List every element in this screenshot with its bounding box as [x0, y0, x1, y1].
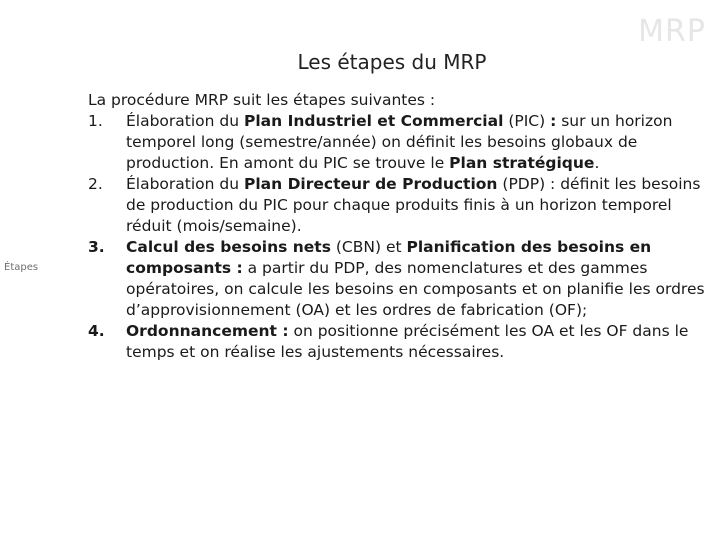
step-text: .	[594, 154, 600, 172]
step-text: sur un horizon temporel long (semestre/année) on définit les besoins globaux de production. En amont du PIC se trouve le	[126, 112, 673, 172]
step-text: (CBN) et	[330, 238, 407, 256]
step-item-1	[88, 111, 706, 174]
step-emphasis: Plan stratégique	[449, 154, 595, 172]
step-emphasis: :	[550, 112, 557, 130]
step-text: Élaboration du	[126, 112, 244, 130]
step-emphasis: Calcul des besoins nets	[126, 238, 331, 256]
step-text: on positionne précisément les OA et les OF dans le temps et on réalise les ajustements nécessaires.	[126, 322, 689, 361]
step-emphasis: Ordonnancement :	[126, 322, 289, 340]
steps-list	[88, 111, 706, 363]
intro-text: La procédure MRP suit les étapes suivantes :	[88, 91, 436, 109]
step-item-3	[88, 237, 706, 321]
step-text: (PDP) : définit les besoins de production du PIC pour chaque produits finis à un horizon temporel réduit (mois/semaine).	[126, 175, 701, 235]
step-number: 2.	[88, 175, 103, 193]
slide-body	[88, 90, 706, 363]
logo-watermark: MRP	[638, 14, 706, 49]
step-text: a partir du PDP, des nomenclatures et des gammes opératoires, on calcule les besoins en composants et on planifie les ordres d’approvisionnement (OA) et les ordres de fabrication (OF);	[126, 259, 705, 319]
section-label: Étapes	[4, 262, 39, 273]
step-number: 3.	[88, 238, 105, 256]
step-emphasis: Plan Industriel et Commercial	[244, 112, 504, 130]
step-item-4	[88, 321, 706, 363]
step-number: 4.	[88, 322, 105, 340]
step-emphasis: Planification des besoins en composants :	[126, 238, 652, 277]
slide-title: Les étapes du MRP	[297, 50, 487, 74]
step-text: Élaboration du	[126, 175, 244, 193]
step-item-2	[88, 174, 706, 237]
step-text: (PIC)	[503, 112, 551, 130]
step-emphasis: Plan Directeur de Production	[244, 175, 498, 193]
step-number: 1.	[88, 112, 103, 130]
